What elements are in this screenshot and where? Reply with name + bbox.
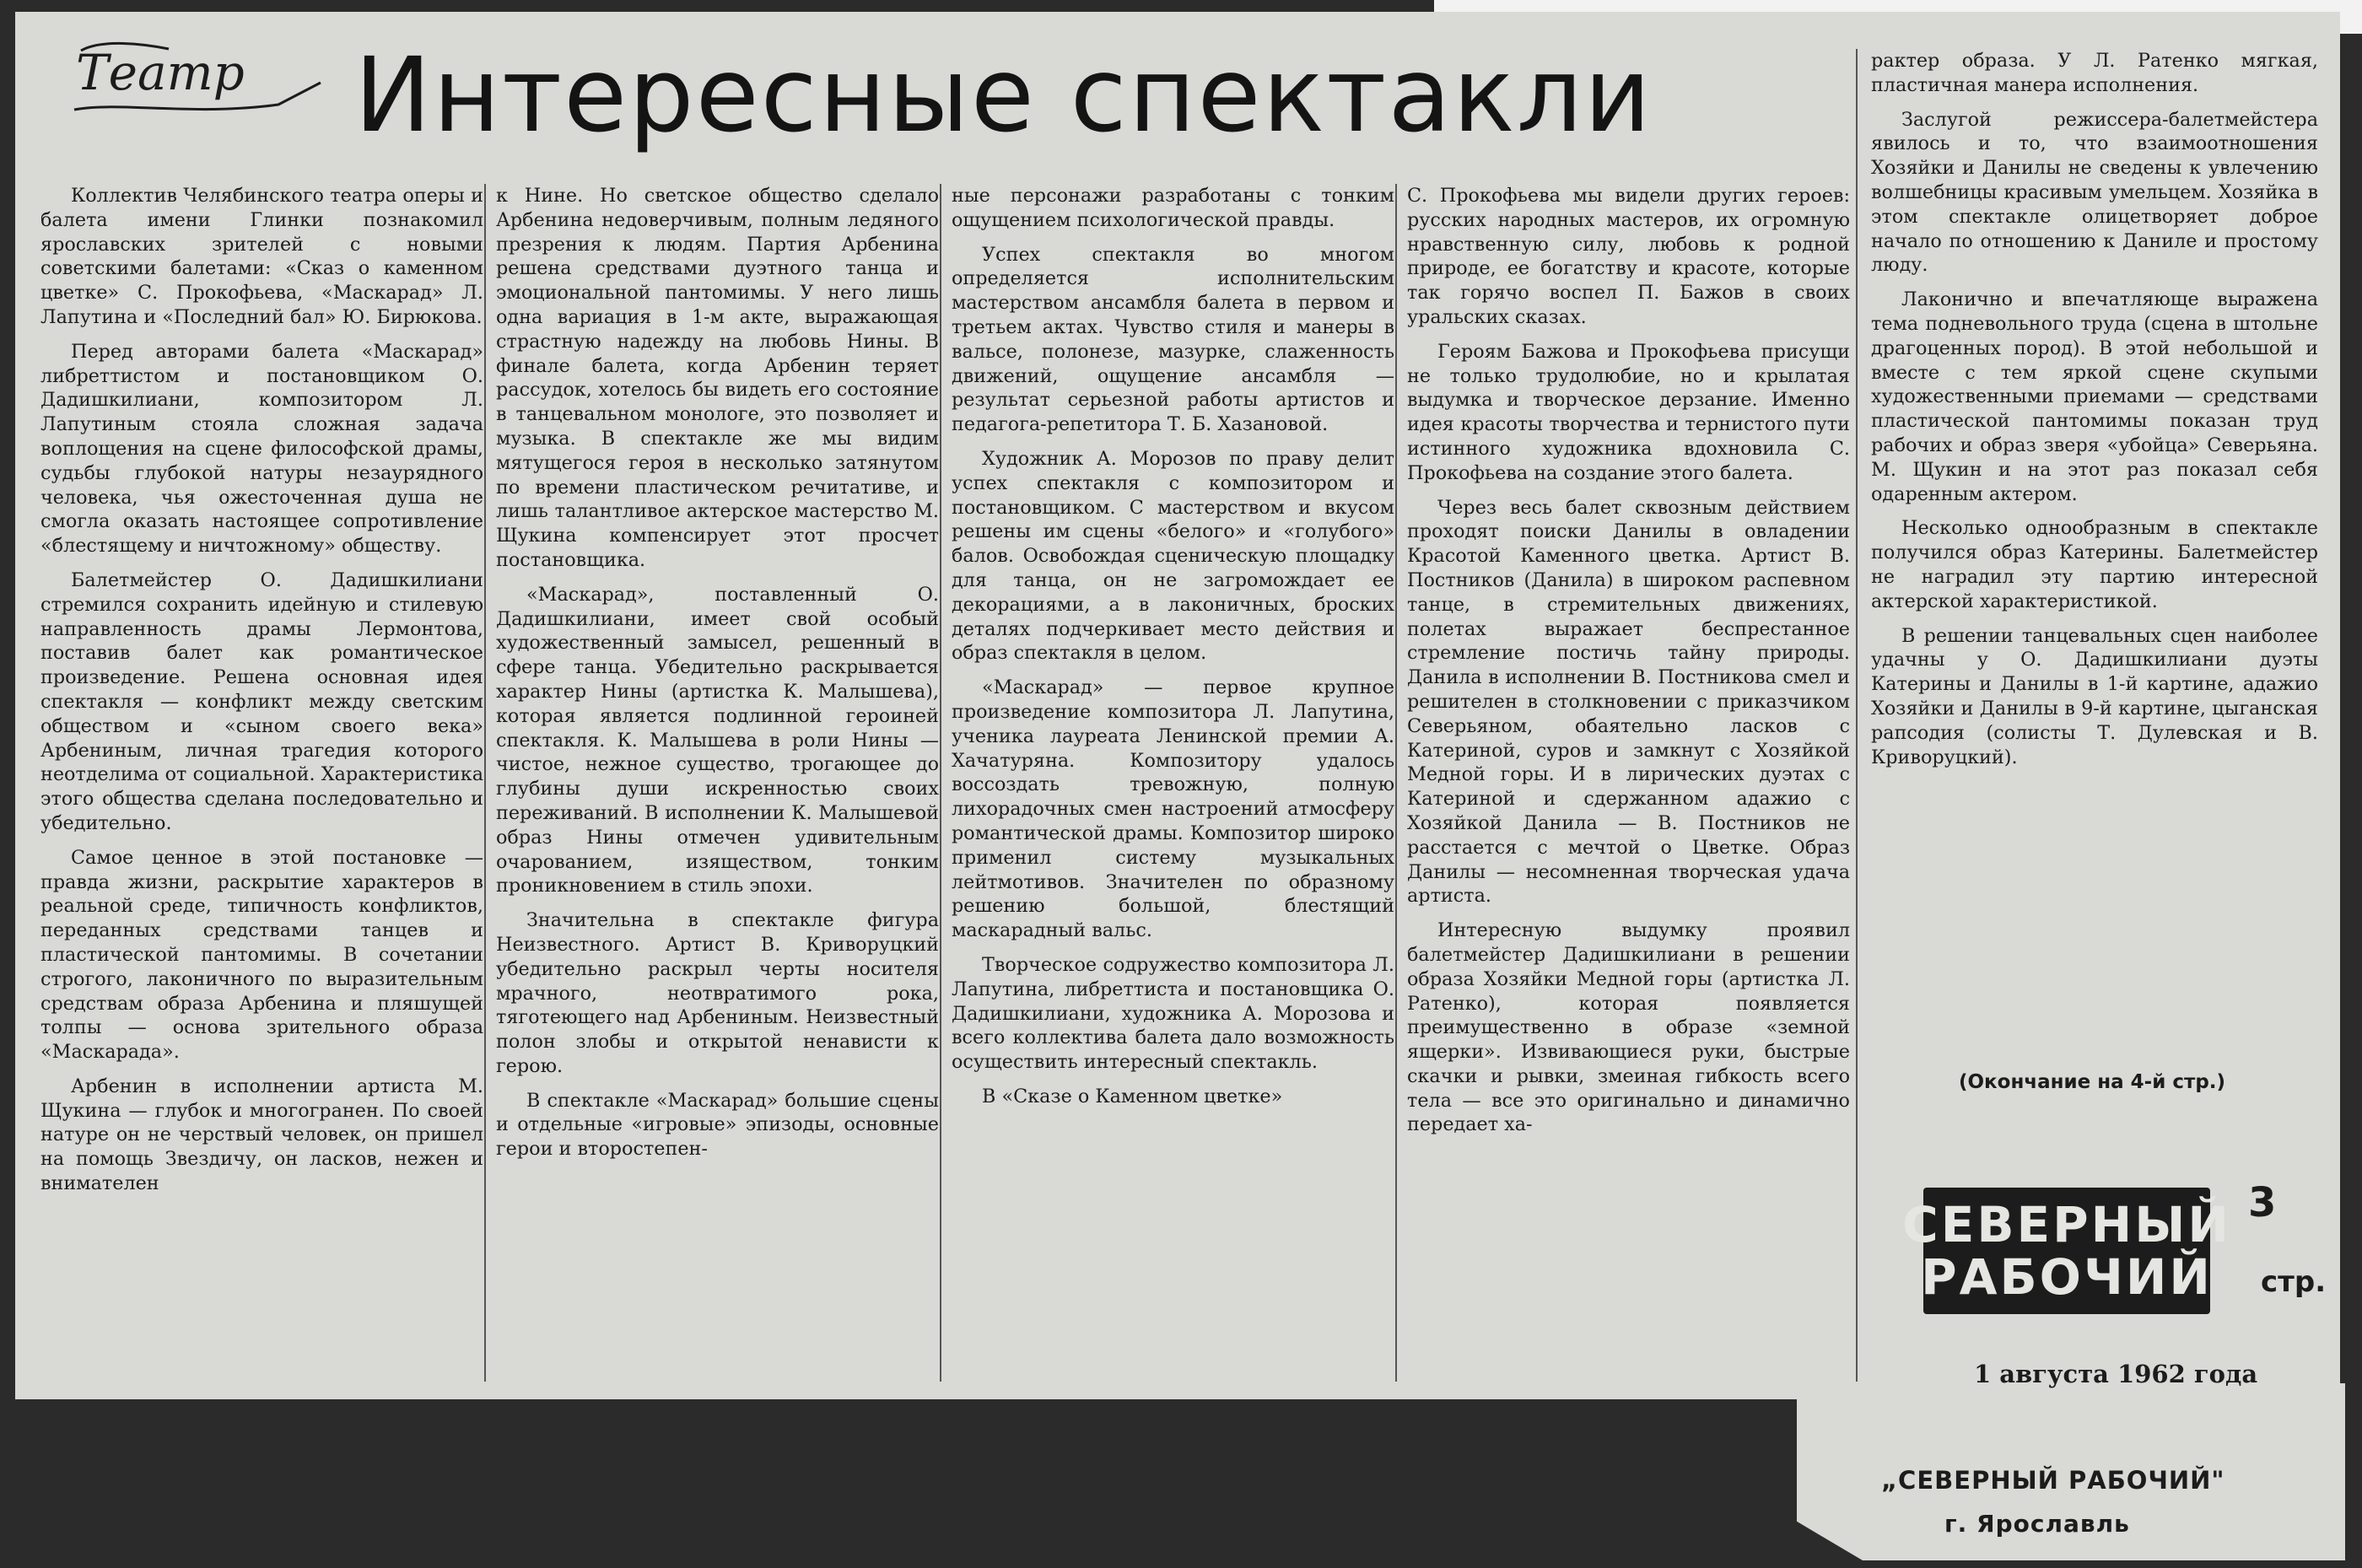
column-rule xyxy=(940,184,941,1382)
article-column-3 xyxy=(952,184,1394,1109)
stamp-newspaper-name: „СЕВЕРНЫЙ РАБОЧИЙ" xyxy=(1881,1466,2225,1495)
column-rule xyxy=(1856,49,1858,1382)
article-column-5 xyxy=(1871,49,2318,769)
article-paragraph: рактер образа. У Л. Ратенко мягкая, пластичная манера исполнения. xyxy=(1871,50,2318,96)
article-column-2 xyxy=(496,184,939,1161)
article-column-1 xyxy=(40,184,483,1196)
newspaper-masthead xyxy=(1902,1188,2231,1314)
article-paragraph: Героям Бажова и Прокофьева присущи не только трудолюбие, но и крылатая выдумка и творческое дерзание. Именно идея красоты творчества и тернистого пути истинного художника вдохновила С. Прокофьева на создание этого балета. xyxy=(1407,340,1850,484)
article-paragraph: Самое ценное в этой постановке — правда жизни, раскрытие характеров в реальной среде, типичность конфликтов, переданных средствами танцев и пластической пантомимы. В сочетании строгого, лаконичного по выразительным средствам образа Арбенина и пляшущей толпы — основа зрительного образа «Маскарада». xyxy=(40,846,483,1064)
article-paragraph: Значительна в спектакле фигура Неизвестного. Артист В. Криворуцкий убедительно раскрыл черты носителя мрачного, неотвратимого рока, тяготеющего над Арбениным. Неизвестный полон злобы и открытой ненависти к герою. xyxy=(496,909,939,1077)
article-paragraph: В «Сказе о Каменном цветке» xyxy=(982,1085,1283,1107)
continuation-note: (Окончание на 4-й стр.) xyxy=(1958,1071,2226,1093)
column-rule xyxy=(484,184,486,1382)
page-number: 3 xyxy=(2248,1179,2277,1226)
column-rule xyxy=(1395,184,1397,1382)
stamp-city: г. Ярославль xyxy=(1944,1510,2130,1538)
article-paragraph: Перед авторами балета «Маскарад» либреттистом и постановщиком О. Дадишкилиани, композитором Л. Лапутиным стояла сложная задача воплощения на сцене философской драмы, судьбы глубокой натуры незаурядного человека, чья ожесточенная душа не смогла оказать настоящее сопротивление «блестящему и ничтожному» обществу. xyxy=(40,340,483,558)
article-paragraph: ные персонажи разработаны с тонким ощущением психологической правды. xyxy=(952,185,1394,231)
masthead-line-2: РАБОЧИЙ xyxy=(1921,1248,2213,1306)
article-paragraph: к Нине. Но светское общество сделало Арбенина недоверчивым, полным ледяного презрения к людям. Партия Арбенина решена средствами дуэтного танца и эмоциональной пантомимы. У него лишь одна вариация в 1-м акте, выражающая страстную надежду на любовь Нины. В финале балета, когда Арбенин теряет рассудок, хотелось бы видеть его состояние в танцевальном монологе, это позволяет и музыка. В спектакле же мы видим мятущегося героя в несколько затянутом по времени пластическом речитативе, и лишь талантливое актерское мастерство М. Щукина компенсирует этот просчет постановщика. xyxy=(496,185,939,571)
article-paragraph: Несколько однообразным в спектакле получился образ Катерины. Балетмейстер не наградил эту партию интересной актерской характеристикой. xyxy=(1871,517,2318,612)
article-paragraph: Арбенин в исполнении артиста М. Щукина — глубок и многогранен. По своей натуре он не черствый человек, он пришел на помощь Звездичу, он ласков, нежен и внимателен xyxy=(40,1075,483,1195)
section-logo xyxy=(67,32,346,133)
article-headline: Интересные спектакли xyxy=(354,35,1653,155)
article-paragraph: Успех спектакля во многом определяется исполнительским мастерством ансамбля балета в первом и третьем актах. Чувство стиля и манеры в вальсе, полонезе, мазурке, слаженность движений, ощущение ансамбля — результат серьезной работы артистов и педагога-репетитора Т. Б. Хазановой. xyxy=(952,243,1394,436)
article-paragraph: Заслугой режиссера-балетмейстера явилось и то, что взаимоотношения Хозяйки и Данилы не сведены к увлечению волшебницы красивым умельцем. Хозяйка в этом спектакле олицетворяет доброе начало по отношению к Даниле и простому люду. xyxy=(1871,108,2318,277)
article-column-4 xyxy=(1407,184,1850,1137)
page-abbreviation: стр. xyxy=(2261,1265,2327,1299)
article-paragraph: В спектакле «Маскарад» большие сцены и отдельные «игровые» эпизоды, основные герои и второстепен- xyxy=(496,1089,939,1161)
article-paragraph: С. Прокофьева мы видели других героев: русских народных мастеров, их огромную нравственную силу, любовь к родной природе, ее богатству и красоте, которые так горячо воспел П. Бажов в своих уральских сказах. xyxy=(1407,185,1850,328)
article-paragraph: Творческое содружество композитора Л. Лапутина, либреттиста и постановщика О. Дадишкилиани, художника А. Морозова и всего коллектива балета дало возможность осуществить интересный спектакль. xyxy=(952,953,1394,1074)
article-paragraph: Художник А. Морозов по праву делит успех спектакля с композитором и постановщиком. С мастерством и вкусом решены им сцены «белого» и «голубого» балов. Освобождая сценическую площадку для танца, он не загромождает ее декорациями, а в лаконичных, броских деталях подчеркивает место действия и образ спектакля в целом. xyxy=(952,447,1394,665)
article-paragraph: «Маскарад» — первое крупное произведение композитора Л. Лапутина, ученика лауреата Ленинской премии А. Хачатуряна. Композитору удалось воссоздать тревожную, полную лихорадочных смен настроений атмосферу романтической драмы. Композитор широко применил систему музыкальных лейтмотивов. Значителен по образному решению большой, блестящий маскарадный вальс. xyxy=(952,676,1394,942)
section-label: Театр xyxy=(76,44,245,101)
article-paragraph: «Маскарад», поставленный О. Дадишкилиани, имеет свой особый художественный замысел, решенный в сфере танца. Убедительно раскрывается характер Нины (артистка К. Малышева), которая является подлинной героиней спектакля. К. Малышева в роли Нины — чистое, нежное существо, трогающее до глубины души искренностью своих переживаний. В исполнении К. Малышевой образ Нины отмечен удивительным очарованием, изяществом, тонким проникновением в стиль эпохи. xyxy=(496,583,939,897)
article-paragraph: Балетмейстер О. Дадишкилиани стремился сохранить идейную и стилевую направленность драмы Лермонтова, поставив балет как романтическое произведение. Решена основная идея спектакля — конфликт между светским обществом и «сыном своего века» Арбениным, личная трагедия которого неотделима от социальной. Характеристика этого общества сделана последовательно и убедительно. xyxy=(40,568,483,834)
article-paragraph: В решении танцевальных сцен наиболее удачны у О. Дадишкилиани дуэты Катерины и Данилы в 1-й картине, адажио Хозяйки и Данилы в 9-й картине, цыганская рапсодия (солисты Т. Дулевская и В. Криворуцкий). xyxy=(1871,624,2318,768)
publication-date: 1 августа 1962 года xyxy=(1974,1360,2258,1388)
article-paragraph: Коллектив Челябинского театра оперы и балета имени Глинки познакомил ярославских зрителей с новыми советскими балетами: «Сказ о каменном цветке» С. Прокофьева, «Маскарад» Л. Лапутина и «Последний бал» Ю. Бирюкова. xyxy=(40,185,483,328)
article-paragraph: Лаконично и впечатляюще выражена тема подневольного труда (сцена в штольне драгоценных пород). В этой небольшой и вместе с тем яркой сцене скупыми художественными приемами — средствами пластической пантомимы показан труд рабочих и образ зверя «убойца» Северьяна. М. Щукин и на этот раз показал себя одаренным актером. xyxy=(1871,288,2318,505)
article-paragraph: Через весь балет сквозным действием проходят поиски Данилы в овладении Красотой Каменного цветка. Артист В. Постников (Данила) в широком распевном танце, в стремительных движениях, полетах выражает беспрестанное стремление постичь тайну природы. Данила в исполнении В. Постникова смел и решителен в столкновении с приказчиком Северьяном, обаятельно ласков с Катериной, суров и замкнут с Хозяйкой Медной горы. И в лирических дуэтах с Катериной и сдержанном адажио с Хозяйкой Данила — В. Постников не расстается с мечтой о Цветке. Образ Данилы — несомненная творческая удача артиста. xyxy=(1407,496,1850,908)
article-paragraph: Интересную выдумку проявил балетмейстер Дадишкилиани в решении образа Хозяйки Медной горы (артистка Л. Ратенко), которая появляется преимущественно в образе «земной ящерки». Извивающиеся руки, быстрые скачки и рывки, змеиная гибкость всего тела — все это оригинально и динамично передает ха- xyxy=(1407,919,1850,1136)
masthead-line-1: СЕВЕРНЫЙ xyxy=(1902,1196,2231,1253)
